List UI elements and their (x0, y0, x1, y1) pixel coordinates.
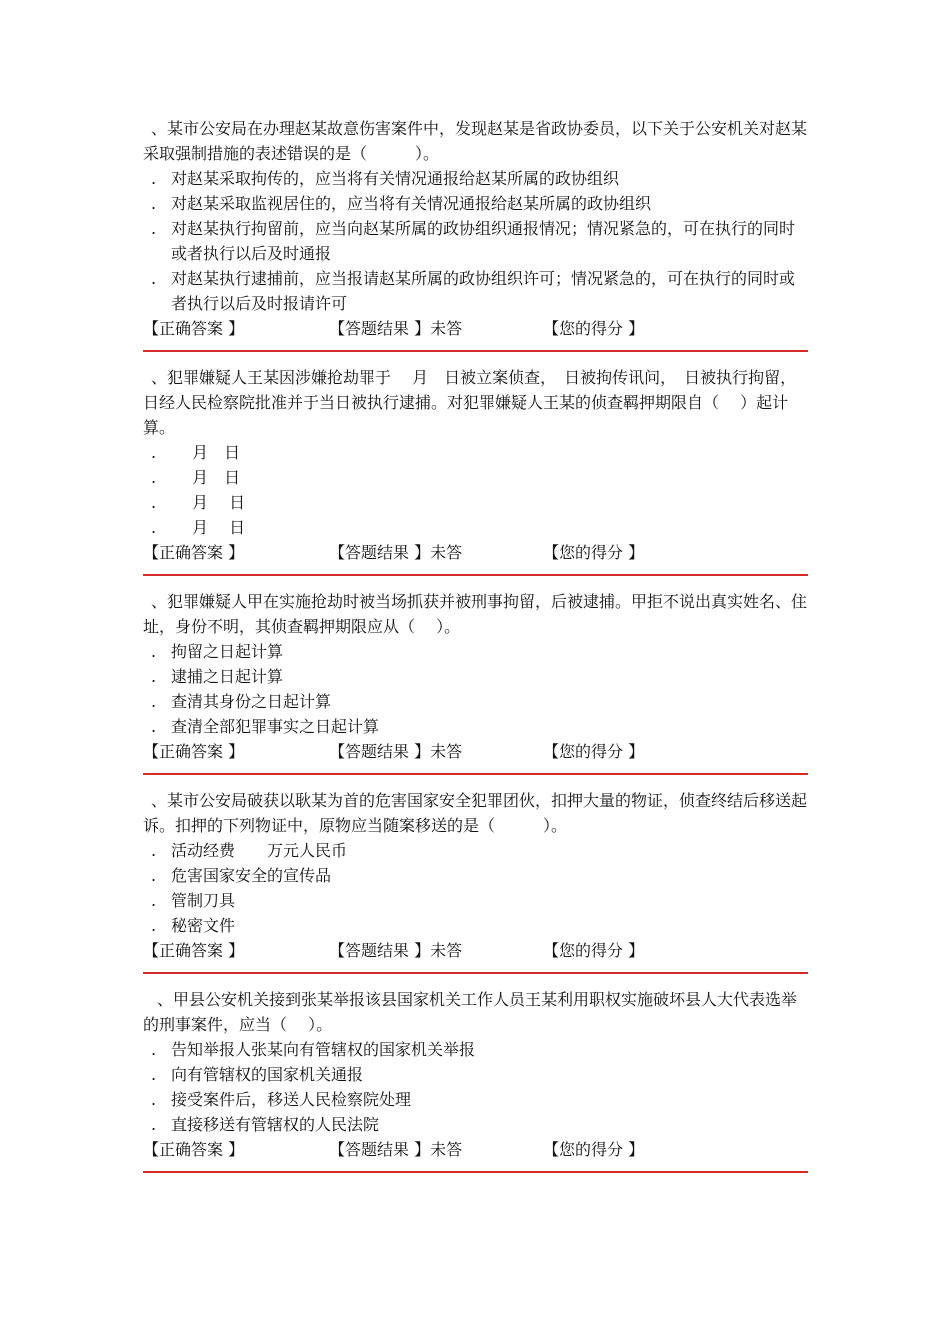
correct-answer-label: 【正确答案 】 (143, 1140, 245, 1159)
divider (143, 1171, 808, 1173)
option-d: . 直接移送有管辖权的人民法院 (143, 1112, 808, 1137)
correct-answer-label: 【正确答案 】 (143, 543, 245, 562)
option-a: . 对赵某采取拘传的，应当将有关情况通报给赵某所属的政协组织 (143, 166, 808, 191)
option-text: 查清其身份之日起计算 (171, 692, 332, 711)
correct-answer-label: 【正确答案 】 (143, 742, 245, 761)
question-stem (143, 116, 808, 166)
question-5 (143, 987, 808, 1162)
question-stem (143, 589, 808, 639)
option-c: . 对赵某执行拘留前，应当向赵某所属的政协组织通报情况；情况紧急的，可在执行的同时或者执行以后及时通报 (143, 216, 808, 266)
answer-result-label: 【答题结果 】未答 (329, 742, 463, 761)
option-a: . 活动经费 万元人民币 (143, 838, 808, 863)
option-d: . 查清全部犯罪事实之日起计算 (143, 714, 808, 739)
question-3 (143, 589, 808, 764)
option-d: . 秘密文件 (143, 913, 808, 938)
option-text: 对赵某采取监视居住的，应当将有关情况通报给赵某所属的政协组织 (171, 194, 652, 213)
score-label: 【您的得分 】 (543, 319, 645, 338)
option-text: 管制刀具 (171, 891, 236, 910)
result-row (143, 739, 808, 764)
option-text: 月 日 (171, 443, 241, 462)
question-stem (143, 788, 808, 838)
question-4 (143, 788, 808, 963)
option-c: . 查清其身份之日起计算 (143, 689, 808, 714)
option-b: . 逮捕之日起计算 (143, 664, 808, 689)
correct-answer-label: 【正确答案 】 (143, 941, 245, 960)
option-text: 直接移送有管辖权的人民法院 (171, 1115, 380, 1134)
result-row (143, 316, 808, 341)
option-a: . 月 日 (143, 440, 808, 465)
option-d: . 对赵某执行逮捕前，应当报请赵某所属的政协组织许可；情况紧急的，可在执行的同时或者执行以后及时报请许可 (143, 266, 808, 316)
option-text: 对赵某采取拘传的，应当将有关情况通报给赵某所属的政协组织 (171, 169, 620, 188)
option-b: . 月 日 (143, 465, 808, 490)
option-text: 对赵某执行拘留前，应当向赵某所属的政协组织通报情况；情况紧急的，可在执行的同时或者执行以后及时通报 (171, 219, 796, 263)
option-text: 拘留之日起计算 (171, 642, 284, 661)
question-stem (143, 365, 808, 440)
divider (143, 574, 808, 576)
divider (143, 773, 808, 775)
option-b: . 向有管辖权的国家机关通报 (143, 1062, 808, 1087)
option-text: 活动经费 万元人民币 (171, 841, 348, 860)
option-c: . 管制刀具 (143, 888, 808, 913)
answer-result-label: 【答题结果 】未答 (329, 941, 463, 960)
question-2 (143, 365, 808, 565)
option-text: 查清全部犯罪事实之日起计算 (171, 717, 380, 736)
option-text: 月 日 (171, 518, 246, 537)
option-text: 月 日 (171, 493, 246, 512)
option-text: 月 日 (171, 468, 241, 487)
option-c: . 月 日 (143, 490, 808, 515)
option-text: 逮捕之日起计算 (171, 667, 284, 686)
option-a: . 告知举报人张某向有管辖权的国家机关举报 (143, 1037, 808, 1062)
question-stem-text: 、某市公安局破获以耿某为首的危害国家安全犯罪团伙，扣押大量的物证，侦查终结后移送起诉。扣押的下列物证中，原物应当随案移送的是（ ）。 (143, 791, 808, 835)
question-1 (143, 116, 808, 341)
divider (143, 350, 808, 352)
result-row (143, 938, 808, 963)
divider (143, 972, 808, 974)
question-stem (143, 987, 808, 1037)
option-c: . 接受案件后，移送人民检察院处理 (143, 1087, 808, 1112)
option-text: 秘密文件 (171, 916, 236, 935)
option-text: 对赵某执行逮捕前，应当报请赵某所属的政协组织许可；情况紧急的，可在执行的同时或者执行以后及时报请许可 (171, 269, 796, 313)
option-text: 接受案件后，移送人民检察院处理 (171, 1090, 412, 1109)
question-stem-text: 、某市公安局在办理赵某故意伤害案件中，发现赵某是省政协委员，以下关于公安机关对赵某采取强制措施的表述错误的是（ ）。 (143, 119, 808, 163)
option-a: . 拘留之日起计算 (143, 639, 808, 664)
answer-result-label: 【答题结果 】未答 (329, 319, 463, 338)
question-stem-text: 、甲县公安机关接到张某举报该县国家机关工作人员王某利用职权实施破坏县人大代表选举的刑事案件，应当（ ）。 (143, 990, 798, 1034)
score-label: 【您的得分 】 (543, 1140, 645, 1159)
option-text: 向有管辖权的国家机关通报 (171, 1065, 364, 1084)
option-b: . 危害国家安全的宣传品 (143, 863, 808, 888)
option-b: . 对赵某采取监视居住的，应当将有关情况通报给赵某所属的政协组织 (143, 191, 808, 216)
score-label: 【您的得分 】 (543, 742, 645, 761)
option-text: 告知举报人张某向有管辖权的国家机关举报 (171, 1040, 476, 1059)
answer-result-label: 【答题结果 】未答 (329, 543, 463, 562)
result-row (143, 1137, 808, 1162)
score-label: 【您的得分 】 (543, 543, 645, 562)
correct-answer-label: 【正确答案 】 (143, 319, 245, 338)
option-text: 危害国家安全的宣传品 (171, 866, 332, 885)
option-d: . 月 日 (143, 515, 808, 540)
score-label: 【您的得分 】 (543, 941, 645, 960)
result-row (143, 540, 808, 565)
question-stem-text: 、犯罪嫌疑人王某因涉嫌抢劫罪于 月 日被立案侦查， 日被拘传讯问， 日被执行拘留， 日经人民检察院批准并于当日被执行逮捕。对犯罪嫌疑人王某的侦查羁押期限自（ ）起计算。 (143, 368, 810, 437)
answer-result-label: 【答题结果 】未答 (329, 1140, 463, 1159)
question-stem-text: 、犯罪嫌疑人甲在实施抢劫时被当场抓获并被刑事拘留，后被逮捕。甲拒不说出真实姓名、住址，身份不明，其侦查羁押期限应从（ ）。 (143, 592, 808, 636)
